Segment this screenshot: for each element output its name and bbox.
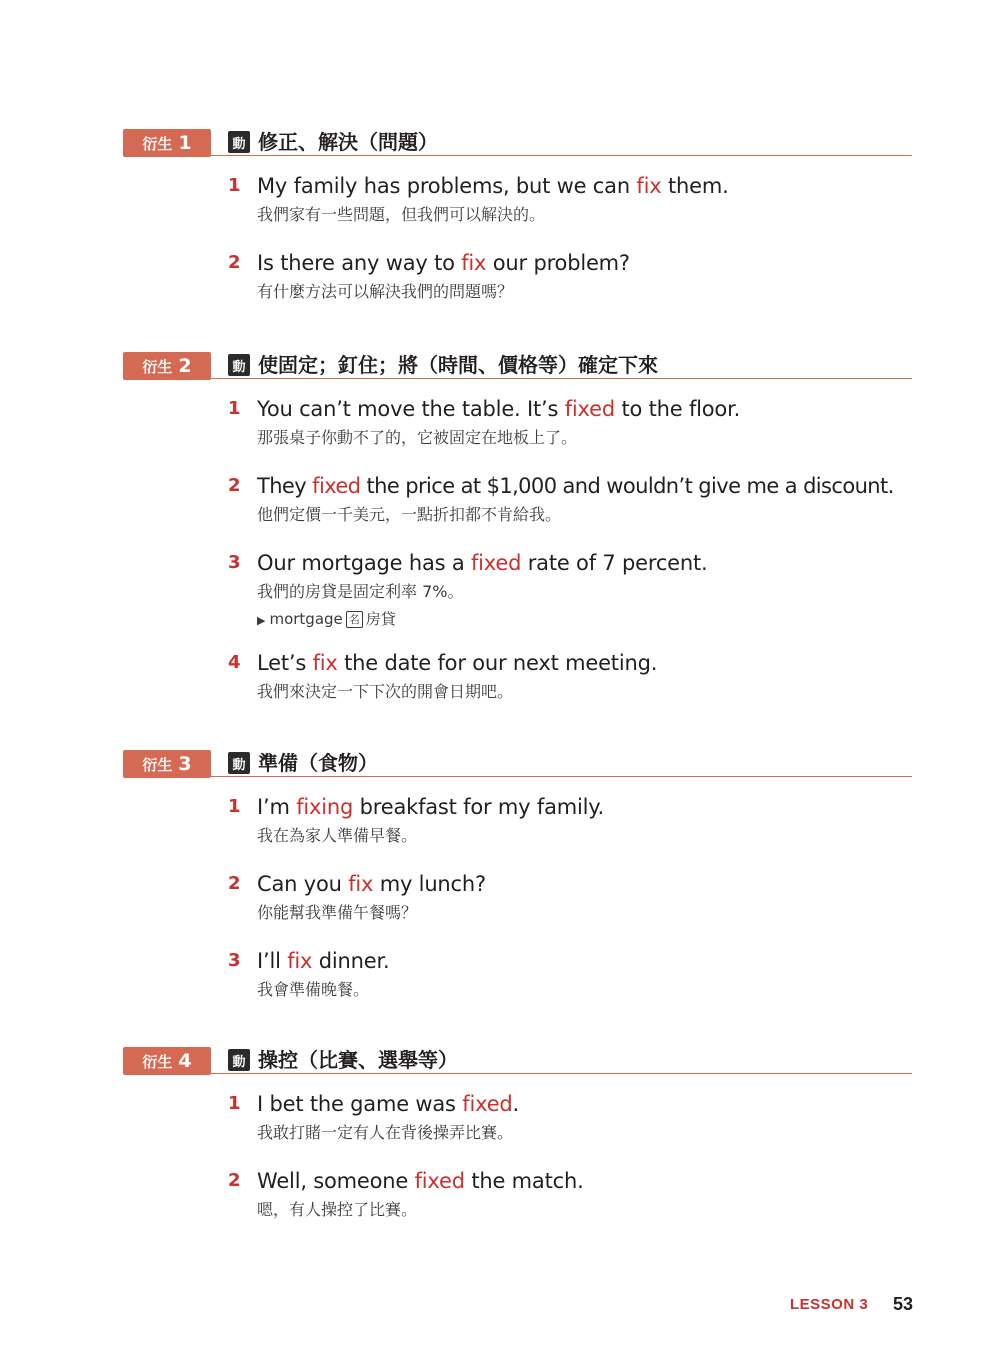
english-sentence: Well, someone fixed the match. (257, 1169, 584, 1193)
chinese-translation: 我在為家人準備早餐。 (257, 826, 418, 845)
divider (211, 155, 912, 156)
note-pos-badge: 名 (346, 611, 363, 628)
section-1 (0, 129, 1000, 326)
english-sentence: I bet the game was fixed. (257, 1092, 520, 1116)
tag-label: 衍生 (142, 755, 173, 774)
example-item (0, 172, 1000, 227)
meaning-heading: 準備（食物） (258, 751, 378, 775)
example-list (0, 793, 1000, 1002)
derivation-tag (123, 352, 211, 380)
keyword: fixing (296, 795, 354, 819)
example-number: 1 (228, 796, 241, 817)
keyword: fixed (470, 551, 522, 575)
divider (211, 776, 912, 777)
tag-label: 衍生 (142, 134, 173, 153)
section-2 (0, 352, 1000, 726)
english-sentence: You can’t move the table. It’s fixed to the floor. (257, 397, 741, 421)
keyword: fix (461, 251, 487, 275)
derivation-tag (123, 750, 211, 778)
keyword: fixed (564, 397, 615, 421)
note-word: mortgage (269, 610, 343, 628)
example-number: 2 (228, 873, 241, 894)
page-number: 53 (893, 1294, 914, 1314)
english-sentence: I’m fixing breakfast for my family. (257, 795, 604, 819)
chinese-translation: 你能幫我準備午餐嗎？ (257, 903, 418, 922)
section-4 (0, 1047, 1000, 1244)
example-number: 3 (228, 552, 241, 573)
section-header (0, 352, 1000, 382)
chinese-translation: 我們家有一些問題，但我們可以解決的。 (257, 205, 546, 224)
english-sentence: Our mortgage has a fixed rate of 7 percent. (257, 551, 708, 575)
english-sentence: Is there any way to fix our problem? (257, 251, 630, 275)
part-of-speech-badge: 動 (228, 752, 250, 774)
chinese-translation: 那張桌子你動不了的，它被固定在地板上了。 (257, 428, 578, 447)
keyword: fix (348, 872, 374, 896)
keyword: fix (287, 949, 313, 973)
keyword: fixed (312, 474, 361, 498)
example-item (0, 249, 1000, 304)
tag-number: 3 (178, 753, 192, 775)
derivation-tag (123, 1047, 211, 1075)
example-item (0, 395, 1000, 450)
triangle-bullet-icon: ▶ (257, 614, 266, 627)
keyword: fix (636, 174, 662, 198)
english-sentence: My family has problems, but we can fix them. (257, 174, 729, 198)
section-header (0, 1047, 1000, 1077)
chinese-translation: 我們的房貸是固定利率 7%。 (257, 582, 464, 601)
part-of-speech-badge: 動 (228, 131, 250, 153)
meaning-heading: 使固定；釘住；將（時間、價格等）確定下來 (258, 353, 658, 377)
example-list (0, 1090, 1000, 1222)
example-number: 2 (228, 475, 241, 496)
divider (211, 378, 912, 379)
derivation-tag (123, 129, 211, 157)
section-header (0, 750, 1000, 780)
example-number: 3 (228, 950, 241, 971)
keyword: fix (312, 651, 338, 675)
meaning-heading: 修正、解決（問題） (258, 130, 438, 154)
tag-label: 衍生 (142, 1052, 173, 1071)
example-item (0, 1090, 1000, 1145)
chinese-translation: 有什麼方法可以解決我們的問題嗎？ (257, 282, 514, 301)
example-number: 2 (228, 1170, 241, 1191)
example-number: 4 (228, 652, 241, 673)
example-item (0, 649, 1000, 704)
meaning-heading: 操控（比賽、選舉等） (258, 1048, 458, 1072)
example-number: 1 (228, 398, 241, 419)
example-item (0, 947, 1000, 1002)
chinese-translation: 我會準備晚餐。 (257, 980, 370, 999)
lesson-label: LESSON 3 (790, 1296, 869, 1313)
tag-number: 2 (178, 355, 192, 377)
example-item (0, 1167, 1000, 1222)
example-item (0, 549, 1000, 633)
part-of-speech-badge: 動 (228, 354, 250, 376)
section-header (0, 129, 1000, 159)
chinese-translation: 我敢打賭一定有人在背後操弄比賽。 (257, 1123, 514, 1142)
chinese-translation: 他們定價一千美元，一點折扣都不肯給我。 (257, 505, 562, 524)
example-item (0, 870, 1000, 925)
example-item (0, 793, 1000, 848)
example-number: 1 (228, 175, 241, 196)
english-sentence: I’ll fix dinner. (257, 949, 390, 973)
example-number: 1 (228, 1093, 241, 1114)
keyword: fixed (462, 1092, 513, 1116)
keyword: fixed (414, 1169, 465, 1193)
english-sentence: They fixed the price at $1,000 and wouldn’t give me a discount. (257, 474, 894, 498)
note-meaning: 房貸 (365, 610, 396, 628)
section-3 (0, 750, 1000, 1024)
example-list (0, 172, 1000, 304)
tag-number: 1 (178, 132, 192, 154)
example-number: 2 (228, 252, 241, 273)
vocab-note (257, 607, 1000, 633)
english-sentence: Can you fix my lunch? (257, 872, 486, 896)
tag-label: 衍生 (142, 357, 173, 376)
divider (211, 1073, 912, 1074)
example-item (0, 472, 1000, 527)
tag-number: 4 (178, 1050, 192, 1072)
english-sentence: Let’s fix the date for our next meeting. (257, 651, 658, 675)
chinese-translation: 我們來決定一下下次的開會日期吧。 (257, 682, 514, 701)
chinese-translation: 嗯，有人操控了比賽。 (257, 1200, 418, 1219)
part-of-speech-badge: 動 (228, 1049, 250, 1071)
example-list (0, 395, 1000, 704)
